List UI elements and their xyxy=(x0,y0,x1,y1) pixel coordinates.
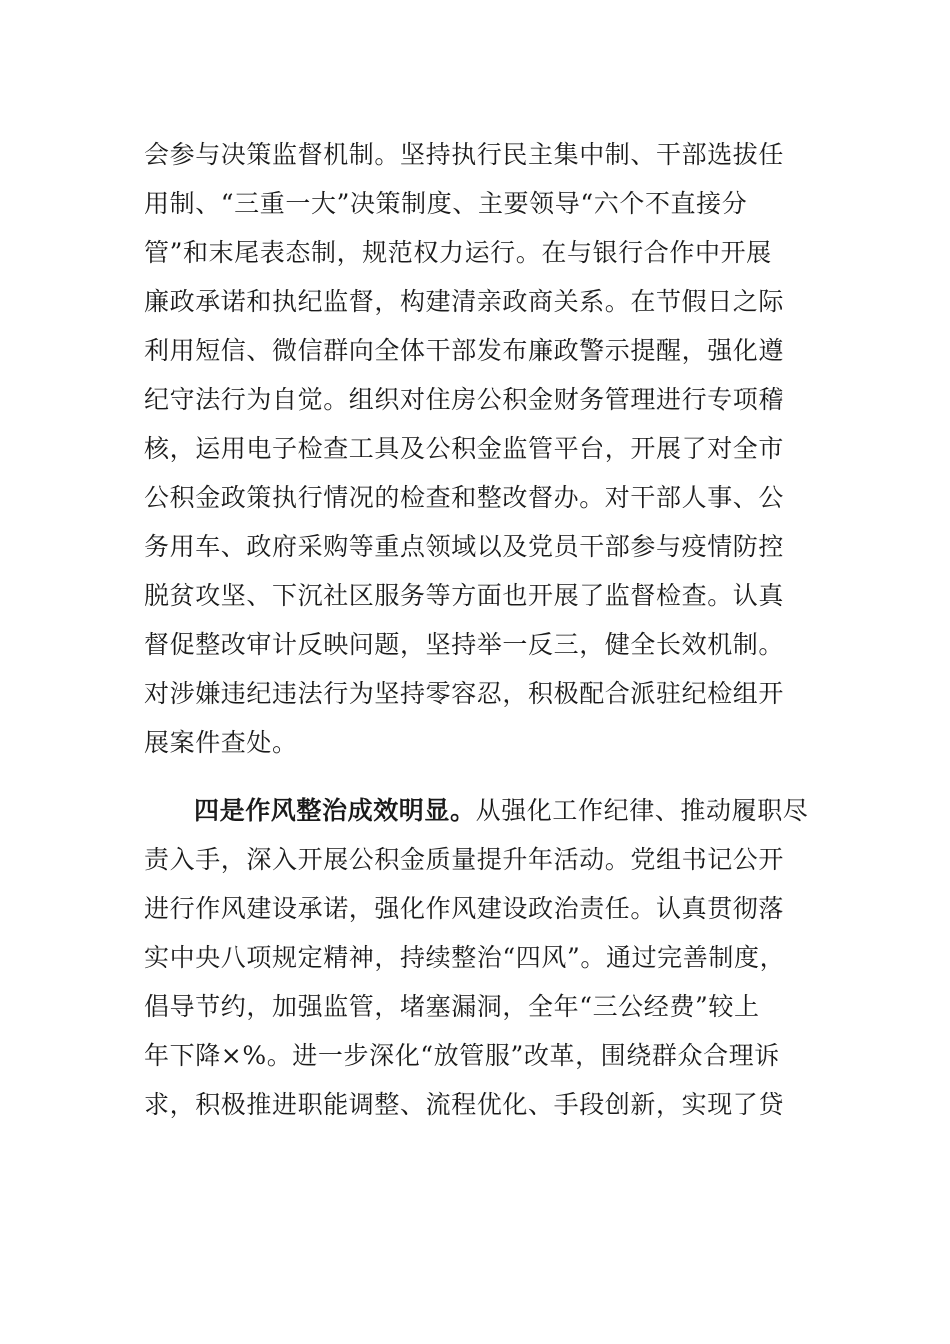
text-line: 公积金政策执行情况的检查和整改督办。对干部人事、公 xyxy=(144,483,785,512)
text-line: 管”和末尾表态制，规范权力运行。在与银行合作中开展 xyxy=(144,238,772,267)
text-line: 展案件查处。 xyxy=(144,728,298,757)
paragraph-work-style xyxy=(144,786,808,1129)
text-line: 用制、“三重一大”决策制度、主要领导“六个不直接分 xyxy=(144,189,748,218)
text-line: 纪守法行为自觉。组织对住房公积金财务管理进行专项稽 xyxy=(144,385,785,414)
text-line: 务用车、政府采购等重点领域以及党员干部参与疫情防控 xyxy=(144,532,785,561)
text-line: 会参与决策监督机制。坚持执行民主集中制、干部选拔任 xyxy=(144,140,785,169)
text-line-first xyxy=(144,786,808,835)
text-line-rest: 从强化工作纪律、推动履职尽 xyxy=(475,796,809,825)
paragraph-lead-heading: 四是作风整治成效明显。 xyxy=(194,796,476,825)
text-line: 利用短信、微信群向全体干部发布廉政警示提醒，强化遵 xyxy=(144,336,785,365)
text-line: 实中央八项规定精神，持续整治“四风”。通过完善制度， xyxy=(144,943,786,972)
text-line: 脱贫攻坚、下沉社区服务等方面也开展了监督检查。认真 xyxy=(144,581,785,610)
text-line: 年下降×%。进一步深化“放管服”改革，围绕群众合理诉 xyxy=(144,1041,780,1070)
text-line: 责入手，深入开展公积金质量提升年活动。党组书记公开 xyxy=(144,845,785,874)
text-line: 倡导节约，加强监管，堵塞漏洞，全年“三公经费”较上 xyxy=(144,992,760,1021)
paragraph-supervision xyxy=(144,130,808,767)
text-line: 廉政承诺和执纪监督，构建清亲政商关系。在节假日之际 xyxy=(144,287,785,316)
text-line: 督促整改审计反映问题，坚持举一反三，健全长效机制。 xyxy=(144,630,785,659)
text-line: 核，运用电子检查工具及公积金监管平台，开展了对全市 xyxy=(144,434,785,463)
text-line: 求，积极推进职能调整、流程优化、手段创新，实现了贷 xyxy=(144,1090,785,1119)
text-line: 进行作风建设承诺，强化作风建设政治责任。认真贯彻落 xyxy=(144,894,785,923)
text-line: 对涉嫌违纪违法行为坚持零容忍，积极配合派驻纪检组开 xyxy=(144,679,785,708)
